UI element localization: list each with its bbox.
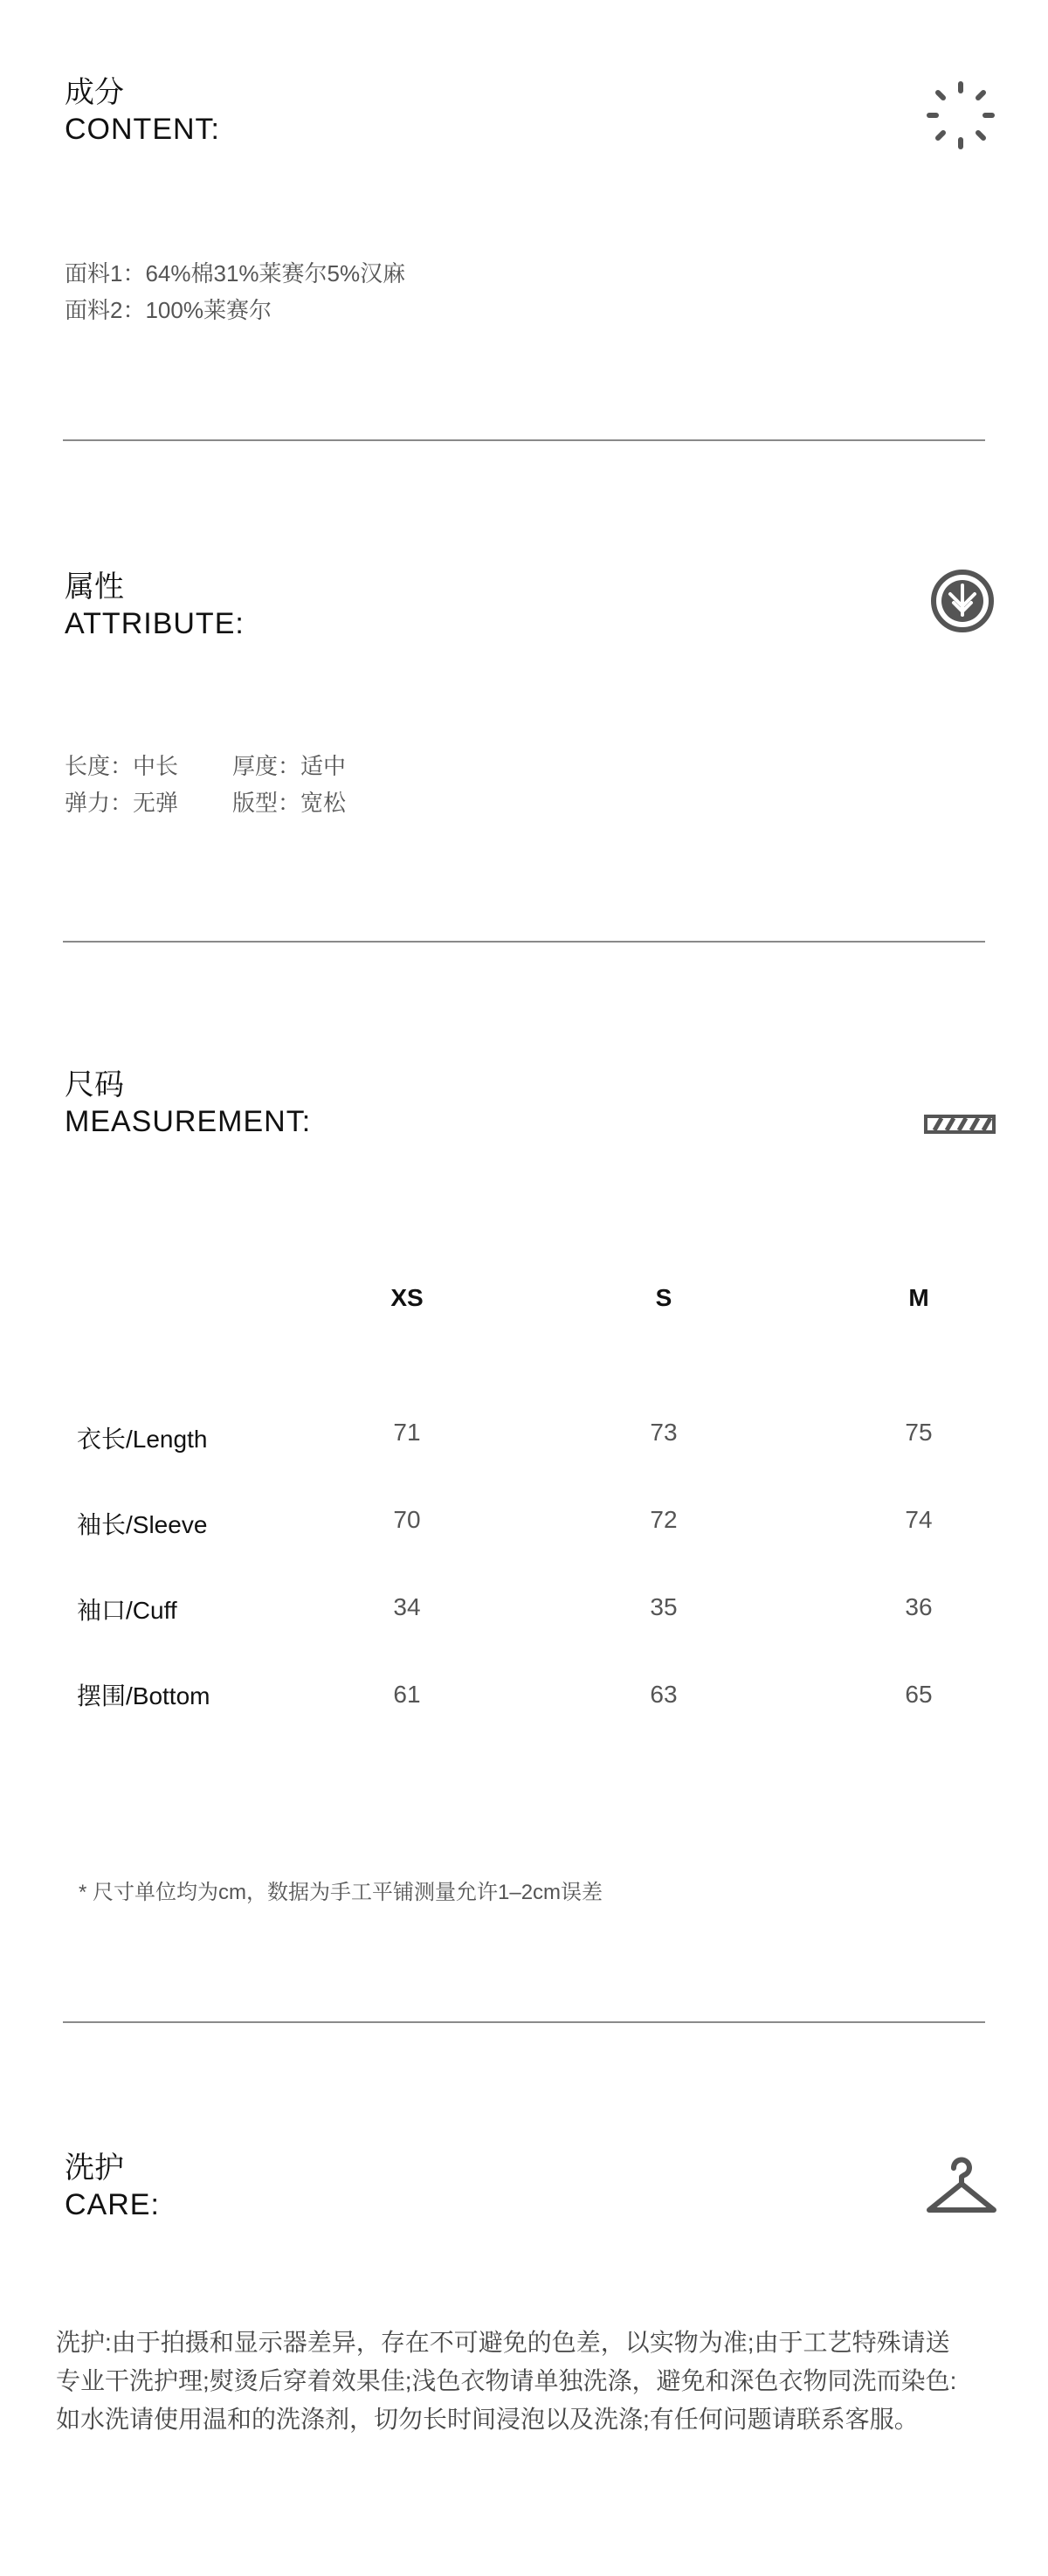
cell-bottom-xs: 61 bbox=[393, 1681, 421, 1708]
size-header-m: M bbox=[908, 1284, 929, 1311]
measurement-title-cn: 尺码 bbox=[65, 1068, 124, 1102]
cell-cuff-s: 35 bbox=[650, 1593, 678, 1620]
cell-length-m: 75 bbox=[905, 1419, 933, 1446]
care-line-3: 如水洗请使用温和的洗涤剂，切勿长时间浸泡以及洗涤;有任何问题请联系客服。 bbox=[56, 2406, 919, 2433]
measurement-title-en: MEASUREMENT: bbox=[65, 1105, 312, 1138]
row-label-sleeve: 袖长/Sleeve bbox=[77, 1511, 208, 1538]
care-line-1: 洗护:由于拍摄和显示器差异，存在不可避免的色差，以实物为准;由于工艺特殊请送 bbox=[56, 2329, 950, 2356]
care-title-cn: 洗护 bbox=[65, 2151, 124, 2185]
content-title-en: CONTENT: bbox=[65, 113, 220, 146]
sparkle-icon bbox=[926, 80, 996, 150]
ruler-icon bbox=[924, 1115, 996, 1134]
cell-length-s: 73 bbox=[650, 1419, 678, 1446]
content-line-1: 面料1：64%棉31%莱赛尔5%汉麻 bbox=[65, 260, 406, 287]
cell-cuff-m: 36 bbox=[905, 1593, 933, 1620]
cell-sleeve-s: 72 bbox=[650, 1506, 678, 1533]
attribute-length: 长度：中长 bbox=[65, 753, 179, 779]
content-title-cn: 成分 bbox=[65, 76, 124, 109]
care-title-en: CARE: bbox=[65, 2188, 160, 2221]
attribute-title-cn: 属性 bbox=[65, 570, 124, 604]
row-label-length: 衣长/Length bbox=[77, 1426, 208, 1453]
attribute-elasticity: 弹力：无弹 bbox=[65, 790, 179, 816]
size-header-s: S bbox=[655, 1284, 672, 1311]
attribute-fit: 版型：宽松 bbox=[232, 790, 347, 816]
divider bbox=[63, 2021, 985, 2023]
divider bbox=[63, 439, 985, 441]
cell-bottom-m: 65 bbox=[905, 1681, 933, 1708]
leaf-badge-icon bbox=[929, 568, 996, 634]
size-header-xs: XS bbox=[390, 1284, 424, 1311]
row-label-cuff: 袖口/Cuff bbox=[77, 1597, 177, 1624]
attribute-thickness: 厚度：适中 bbox=[232, 753, 347, 779]
cell-length-xs: 71 bbox=[393, 1419, 421, 1446]
hanger-icon bbox=[924, 2152, 999, 2222]
cell-sleeve-xs: 70 bbox=[393, 1506, 421, 1533]
content-line-2: 面料2：100%莱赛尔 bbox=[65, 297, 272, 323]
row-label-bottom: 摆围/Bottom bbox=[77, 1682, 210, 1709]
divider bbox=[63, 941, 985, 943]
cell-cuff-xs: 34 bbox=[393, 1593, 421, 1620]
attribute-title-en: ATTRIBUTE: bbox=[65, 607, 245, 640]
cell-bottom-s: 63 bbox=[650, 1681, 678, 1708]
measurement-note: * 尺寸单位均为cm，数据为手工平铺测量允许1–2cm误差 bbox=[79, 1881, 603, 1904]
cell-sleeve-m: 74 bbox=[905, 1506, 933, 1533]
care-line-2: 专业干洗护理;熨烫后穿着效果佳;浅色衣物请单独洗涤，避免和深色衣物同洗而染色: bbox=[56, 2367, 957, 2394]
